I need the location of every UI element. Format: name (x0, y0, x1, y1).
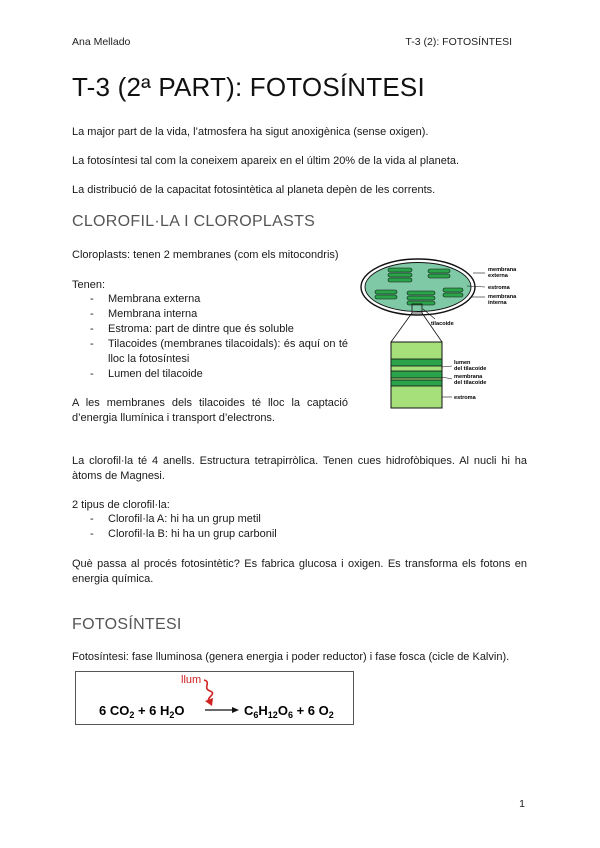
equation-products (244, 703, 334, 720)
eq-sub: 2 (129, 710, 135, 720)
thylakoid-band (391, 380, 442, 386)
label-lumen-1: lumen (454, 360, 471, 366)
eq-sub: 6 (287, 710, 293, 720)
eq-sub: 2 (328, 710, 334, 720)
eq-left: 6 CO (99, 703, 130, 718)
list-item: - Lumen del tilacoide (90, 367, 348, 382)
thylakoid-band (391, 371, 442, 378)
eq-c: C (244, 703, 254, 718)
eq-h: H (258, 703, 268, 718)
eq-o2: O (277, 703, 288, 718)
list-item: - Membrana interna (90, 307, 348, 322)
eq-sub: 12 (267, 710, 278, 720)
tipus-list (90, 512, 390, 542)
fotosintesi-paragraph: Fotosíntesi: fase lluminosa (genera energia i poder reductor) i fase fosca (cicle de Kalvin). (72, 651, 510, 663)
eq-o: O (174, 703, 185, 718)
equation-box (75, 671, 354, 725)
page-number: 1 (519, 798, 525, 810)
eq-plus1: + 6 H (134, 703, 170, 718)
list-item: - Clorofil·la B: hi ha un grup carbonil (90, 527, 390, 542)
section-heading-clorofila: CLOROFIL·LA I CLOROPLASTS (72, 213, 316, 230)
list-item: - Tilacoides (membranes tilacoidals): és aquí on té lloc la fotosíntesi (90, 337, 348, 367)
label-membrana-interna-2: interna (488, 300, 507, 306)
light-label: llum (181, 674, 202, 686)
label-estroma-bottom: estroma (454, 395, 476, 401)
clorofila-paragraph: La clorofil·la té 4 anells. Estructura tetrapirròlica. Tenen cues hidrofòbiques. Al nucli hi ha àtoms de Magnesi. (72, 455, 527, 482)
list-item: - Clorofil·la A: hi ha un grup metil (90, 512, 390, 527)
label-membrana-tilacoide-1: membrana (454, 374, 483, 380)
photosynthesis-equation (76, 672, 353, 724)
tipus-label: 2 tipus de clorofil·la: (72, 499, 170, 511)
chloroplast-diagram (355, 255, 535, 410)
intro-paragraph-3: La distribució de la capacitat fotosintètica al planeta depèn de les corrents. (72, 184, 436, 196)
cloroplasts-text: Cloroplasts: tenen 2 membranes (com els mitocondris) (72, 249, 339, 261)
label-membrana-tilacoide-2: del tilacoide (454, 380, 487, 386)
label-membrana-externa-1: membrana (488, 267, 517, 273)
eq-plus2: + 6 O (292, 703, 329, 718)
tenen-label: Tenen: (72, 279, 106, 291)
intro-paragraph-2: La fotosíntesi tal com la coneixem apareix en el últim 20% de la vida al planeta. (72, 155, 460, 167)
membranes-paragraph: A les membranes dels tilacoides té lloc la captació d’energia llumínica i transport d’electrons. (72, 397, 348, 424)
eq-sub: 2 (169, 710, 175, 720)
list-item: - Estroma: part de dintre que és soluble (90, 322, 348, 337)
eq-sub: 6 (253, 710, 259, 720)
list-item: - Membrana externa (90, 292, 348, 307)
equation-text (99, 703, 185, 720)
page-title: T-3 (2ª PART): FOTOSÍNTESI (72, 72, 425, 102)
label-membrana-interna-1: membrana (488, 294, 517, 300)
header-doc-ref: T-3 (2): FOTOSÍNTESI (405, 36, 512, 48)
label-lumen-2: del tilacoide (454, 366, 487, 372)
structure-list (90, 292, 348, 382)
label-tilacoide: tilacoide (431, 321, 454, 327)
que-passa-paragraph: Què passa al procés fotosintètic? Es fabrica glucosa i oxigen. Es transforma els fotons en energia química. (72, 558, 527, 585)
section-heading-fotosintesi: FOTOSÍNTESI (72, 616, 182, 633)
header-author: Ana Mellado (72, 36, 131, 48)
thylakoid-band (391, 359, 442, 366)
label-membrana-externa-2: externa (488, 273, 508, 279)
intro-paragraph-1: La major part de la vida, l’atmosfera ha sigut anoxigènica (sense oxigen). (72, 126, 429, 138)
label-estroma-top: estroma (488, 285, 510, 291)
